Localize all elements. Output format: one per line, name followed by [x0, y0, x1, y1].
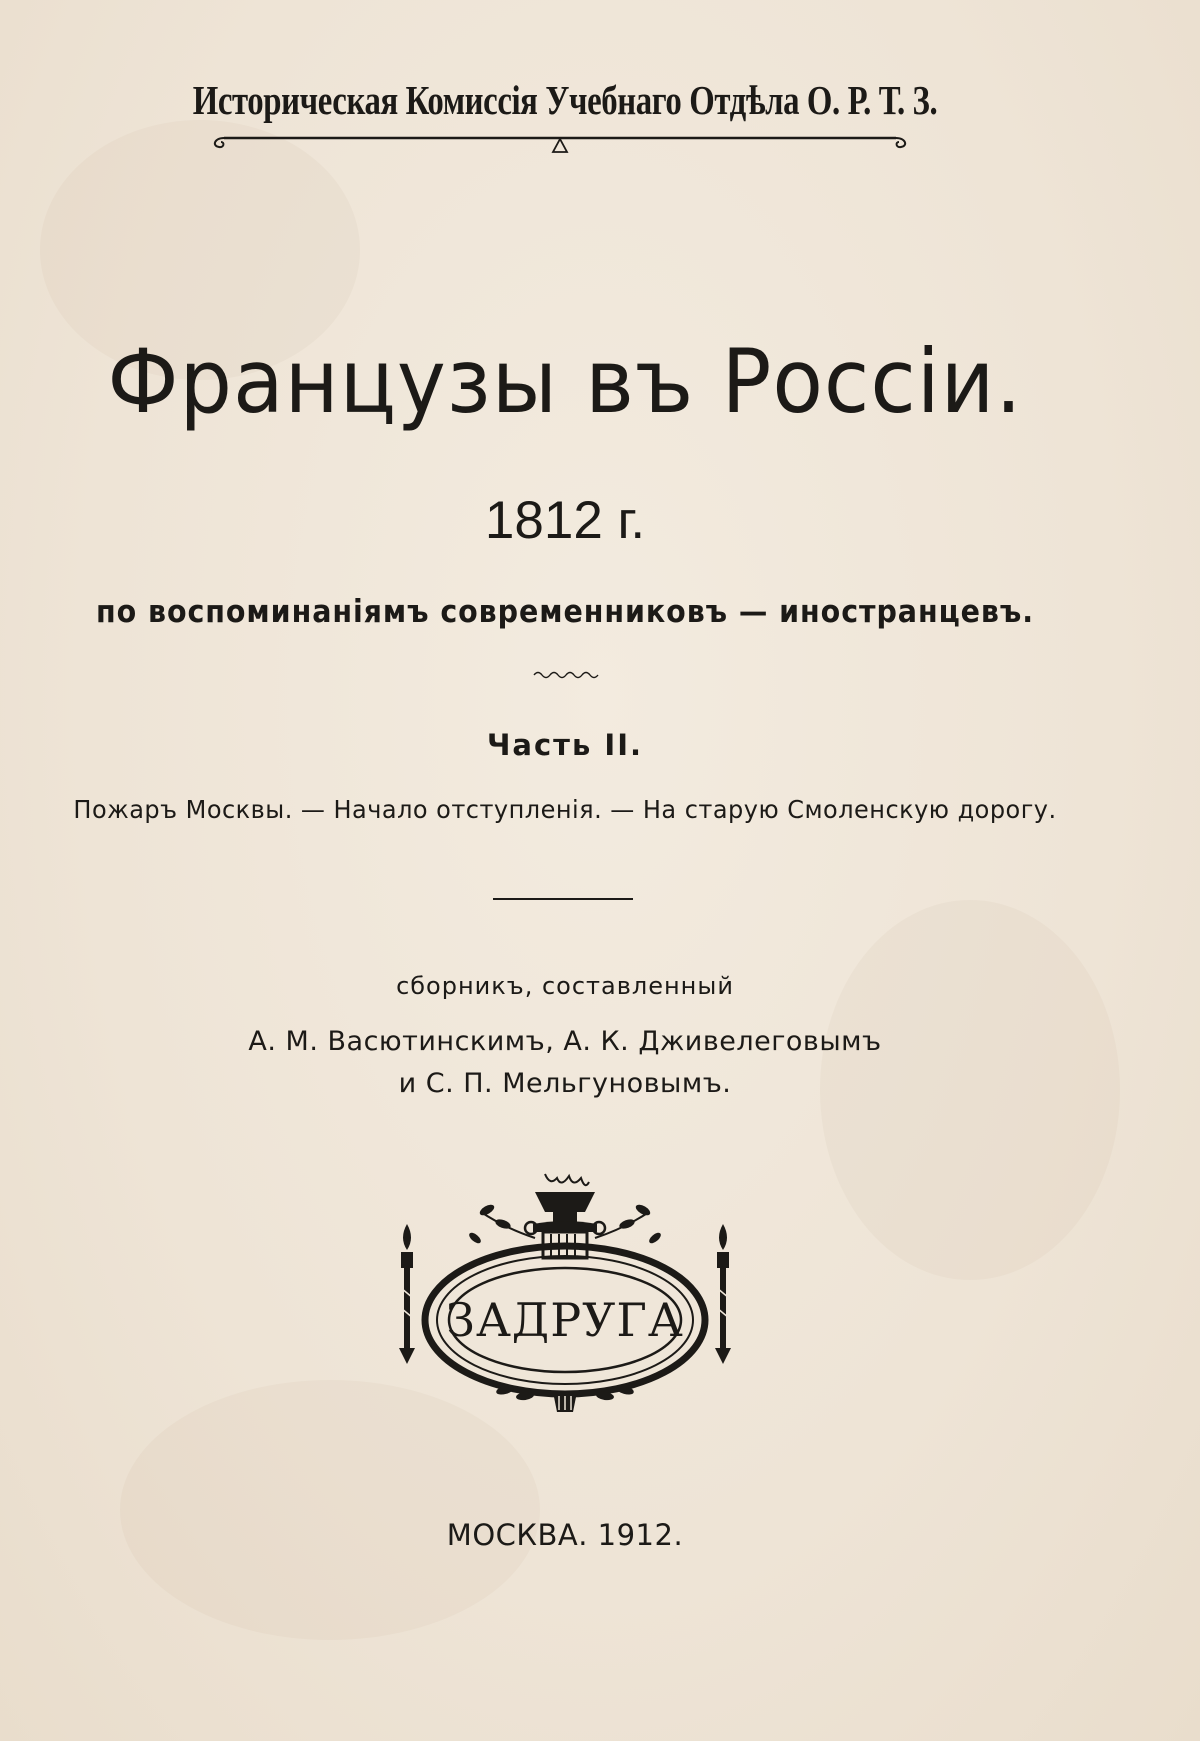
publisher-emblem — [385, 1168, 745, 1438]
part-number: Часть II. — [486, 728, 644, 762]
book-subtitle: по воспоминаніямъ современниковъ — иностранцевъ. — [96, 594, 1034, 630]
imprint-place-year: МОСКВА. 1912. — [446, 1518, 684, 1552]
torch-icon — [715, 1224, 731, 1364]
book-title: Французы въ Россіи. — [107, 330, 1023, 433]
title-year: 1812 г. — [484, 491, 646, 550]
compilers-line-1: А. М. Васютинскимъ, А. К. Дживелеговымъ — [248, 1026, 882, 1057]
emblem-text: ЗАДРУГА — [446, 1293, 684, 1347]
compilers-line-2: и С. П. Мельгуновымъ. — [398, 1068, 732, 1099]
ornamental-rule — [210, 130, 910, 160]
divider-rule — [493, 898, 633, 900]
series-heading: Историческая Комиссія Учебнаго Отдѣла О. Р. Т. З. — [192, 77, 938, 123]
part-contents: Пожаръ Москвы. — Начало отступленія. — На старую Смоленскую дорогу. — [73, 795, 1057, 824]
collection-note: сборникъ, составленный — [396, 972, 734, 1000]
torch-icon — [399, 1224, 415, 1364]
squiggle-ornament — [532, 668, 602, 682]
